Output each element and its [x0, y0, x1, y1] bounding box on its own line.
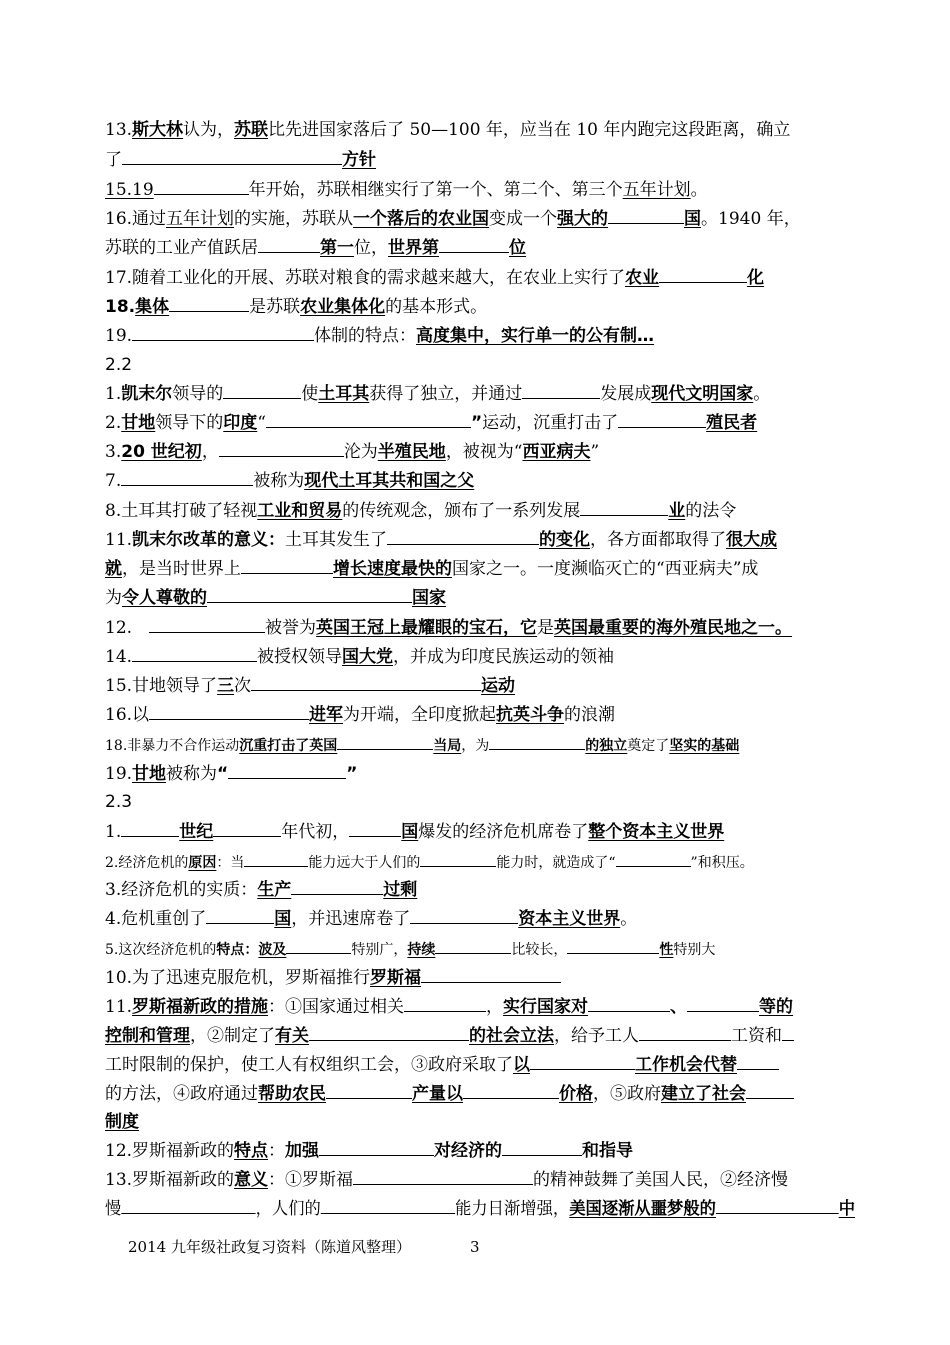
line-text: 的基本形式。 — [385, 297, 488, 317]
line-text: 7. — [105, 471, 122, 491]
fill-in-blank — [522, 380, 600, 399]
fill-in-blank — [291, 876, 383, 895]
key-term: 半殖民地 — [377, 442, 446, 462]
line-text: 。 — [753, 384, 771, 404]
text-line — [105, 672, 855, 699]
line-text: 运动，沉重打击了 — [482, 413, 619, 433]
fill-in-blank — [319, 1137, 434, 1156]
text-line — [105, 234, 855, 261]
key-term: 英国王冠上最耀眼的宝石，它 — [316, 618, 538, 638]
fill-in-blank — [737, 1051, 779, 1070]
key-term: “ — [217, 764, 229, 784]
line-text: 爆发的经济危机席卷了 — [418, 822, 589, 842]
fill-in-blank — [387, 526, 539, 545]
key-term: 美国逐渐从噩梦般的 — [569, 1199, 716, 1219]
line-text: ，是当时世界上 — [122, 559, 241, 579]
line-text: 19. — [105, 764, 133, 784]
text-line — [105, 1109, 855, 1135]
key-term: 制度 — [105, 1112, 139, 1132]
fill-in-blank — [132, 643, 257, 662]
line-text: 2. — [105, 413, 122, 433]
line-text: 1. — [105, 384, 122, 404]
text-line — [105, 264, 855, 291]
fill-in-blank — [228, 760, 346, 779]
line-text: ， — [201, 442, 219, 462]
line-text: 获得了独立，并通过 — [369, 384, 523, 404]
text-line — [105, 643, 855, 670]
line-text: 年开始，苏联相继实行了第一个、第二个、第三个 — [248, 180, 623, 200]
key-term: 国 — [401, 822, 419, 842]
line-text: 是 — [537, 618, 555, 638]
line-text: 慢 — [105, 1199, 122, 1219]
key-term: 以 — [513, 1055, 530, 1075]
line-text: 4.危机重创了 — [105, 909, 207, 929]
fill-in-blank — [616, 848, 691, 867]
key-term: 运动 — [481, 676, 516, 696]
line-text: 发展成 — [600, 384, 652, 404]
line-text: ，⑤政府 — [593, 1084, 661, 1104]
line-text: 3.经济危机的实质： — [105, 880, 258, 900]
key-term: 凯末尔改革的意义： — [132, 530, 286, 550]
fill-in-blank — [326, 1080, 412, 1099]
key-term: 农业 — [625, 268, 660, 288]
line-text: 3. — [105, 442, 122, 462]
key-term: 国 — [274, 909, 292, 929]
text-line — [105, 1080, 855, 1107]
key-term: 现代土耳其共和国之父 — [304, 471, 475, 491]
key-term: 苏联 — [234, 120, 269, 140]
key-term: 工业和贸易 — [257, 501, 343, 521]
key-term: 三 — [217, 676, 235, 696]
key-term: 和指导 — [582, 1141, 634, 1161]
fill-in-blank — [353, 1166, 533, 1185]
key-term: 对经济的 — [434, 1141, 503, 1161]
line-text: 是苏联 — [249, 297, 301, 317]
line-text: 的传统观念，颁布了一系列发展 — [342, 501, 581, 521]
text-line — [105, 467, 855, 494]
key-term: 西亚病夫 — [522, 442, 591, 462]
fill-in-blank — [206, 905, 274, 924]
line-text: 认为， — [183, 120, 235, 140]
line-text: 五年计划 — [166, 209, 235, 229]
fill-in-blank — [580, 497, 668, 516]
key-term: 波及 — [258, 942, 287, 958]
key-term: 高度集中，实行单一的公有制… — [416, 326, 655, 346]
fill-in-blank — [121, 1195, 255, 1214]
line-text: 体制的特点： — [314, 326, 417, 346]
key-term: 世纪 — [179, 822, 214, 842]
fill-in-blank — [659, 264, 747, 283]
fill-in-blank — [420, 848, 496, 867]
line-text: 11. — [105, 997, 133, 1017]
line-text: 2.3 — [105, 792, 133, 812]
key-term: 帮助农民 — [258, 1084, 326, 1104]
fill-in-blank — [608, 205, 684, 224]
text-line — [105, 848, 855, 876]
key-term: 增长速度最快的 — [333, 559, 452, 579]
text-line — [105, 293, 855, 320]
key-term: 特点 — [234, 1141, 269, 1161]
fill-in-blank — [489, 731, 585, 750]
key-term: 斯大林 — [132, 120, 184, 140]
fill-in-blank — [404, 993, 486, 1012]
key-term: 沉重打击了英国 — [239, 738, 338, 754]
text-line — [105, 380, 855, 407]
key-term: 强大的 — [557, 209, 609, 229]
line-text: 沦为 — [343, 442, 378, 462]
key-term: 18. — [105, 297, 136, 317]
key-term: 价格 — [559, 1084, 593, 1104]
text-line — [105, 176, 855, 203]
text-line — [105, 614, 855, 641]
line-text: 13.罗斯福新政的 — [105, 1170, 235, 1190]
text-line — [105, 1166, 855, 1193]
key-term: 国家 — [412, 588, 446, 608]
key-term: 农业集体化 — [300, 297, 386, 317]
fill-in-blank — [266, 409, 471, 428]
key-term: 就 — [105, 559, 122, 579]
fill-in-blank — [337, 731, 433, 750]
key-term: 坚实的基础 — [669, 738, 740, 754]
text-line — [105, 964, 855, 991]
key-term: 过剩 — [383, 880, 418, 900]
fill-in-blank — [349, 818, 401, 837]
line-text: 。 — [690, 180, 708, 200]
text-line — [105, 760, 855, 787]
line-text: 11. — [105, 530, 133, 550]
line-text: 苏联的工业产值跃居 — [105, 238, 258, 258]
line-text: 12. — [105, 618, 150, 638]
key-term: 、 — [670, 997, 688, 1017]
fill-in-blank — [502, 1137, 582, 1156]
line-text: ，各方面都取得了 — [590, 530, 727, 550]
key-term: 原因 — [188, 855, 217, 871]
line-text: ，并成为印度民族运动的领袖 — [393, 647, 615, 667]
line-text: 12.罗斯福新政的 — [105, 1141, 235, 1161]
fill-in-blank — [435, 935, 511, 954]
line-text: ：①罗斯福 — [268, 1170, 354, 1190]
key-term: 殖民者 — [706, 413, 758, 433]
line-text: 。1940 年， — [701, 209, 801, 229]
line-text: ：当 — [216, 855, 245, 871]
key-term: 的变化 — [539, 530, 591, 550]
text-line — [105, 584, 855, 611]
text-line — [105, 322, 855, 349]
line-text: 被称为 — [166, 764, 218, 784]
line-text: 领导的 — [172, 384, 224, 404]
key-term: 实行国家对 — [503, 997, 589, 1017]
line-text: 被授权领导 — [257, 647, 343, 667]
line-text: 。 — [620, 909, 638, 929]
key-term: 进军 — [309, 705, 344, 725]
fill-in-blank — [121, 467, 253, 486]
key-term: 产量以 — [412, 1084, 463, 1104]
key-term: 性 — [659, 942, 674, 958]
line-text: 2.经济危机的 — [105, 855, 189, 871]
text-line — [105, 438, 855, 465]
line-text: 土耳其发生了 — [285, 530, 388, 550]
key-term: 加强 — [285, 1141, 320, 1161]
fill-in-blank — [154, 176, 249, 195]
line-text: 能力远大于人们的 — [308, 855, 421, 871]
fill-in-blank — [439, 234, 509, 253]
key-term: 凯末尔 — [121, 384, 173, 404]
line-text: 10.为了迅速克服危机，罗斯福推行 — [105, 968, 371, 988]
line-text: 的实施，苏联从 — [234, 209, 354, 229]
key-term: 国大党 — [342, 647, 394, 667]
text-line — [105, 117, 855, 143]
fill-in-blank — [169, 293, 249, 312]
key-term: 土耳其 — [318, 384, 370, 404]
line-text: 16.以 — [105, 705, 150, 725]
key-term: 第一 — [320, 238, 354, 258]
line-text: 国家之一。一度濒临灭亡的“西亚病夫”成 — [452, 559, 759, 579]
line-text: 19. — [105, 326, 133, 346]
key-term: 集体 — [135, 297, 170, 317]
key-term: ” — [470, 413, 483, 433]
fill-in-blank — [149, 701, 309, 720]
fill-in-blank — [258, 234, 320, 253]
key-term: 整个资本主义世界 — [588, 822, 725, 842]
line-text: 5.这次经济危机的 — [105, 942, 217, 958]
key-term: 现代文明国家 — [651, 384, 754, 404]
key-term: 抗英斗争 — [496, 705, 565, 725]
fill-in-blank — [782, 1022, 794, 1041]
text-line — [105, 555, 855, 582]
line-text: 2.2 — [105, 355, 133, 375]
fill-in-blank — [716, 1195, 839, 1214]
text-line — [105, 352, 855, 378]
key-term: 位 — [509, 238, 526, 258]
line-text: 13. — [105, 120, 133, 140]
text-line — [105, 1137, 855, 1164]
key-term: 控制和管理 — [105, 1026, 190, 1046]
text-line — [105, 205, 855, 232]
line-text: ，给予工人 — [554, 1026, 639, 1046]
fill-in-blank — [618, 409, 706, 428]
line-text: ”和积压。 — [690, 855, 754, 871]
key-term: 当局 — [433, 738, 462, 754]
key-term: 持续 — [407, 942, 436, 958]
key-term: 甘地 — [132, 764, 167, 784]
key-term: 甘地 — [121, 413, 156, 433]
line-text: ，被视为“ — [445, 442, 523, 462]
fill-in-blank — [244, 848, 308, 867]
text-line — [105, 731, 855, 759]
key-term: 印度 — [223, 413, 258, 433]
key-term: 有关 — [275, 1026, 309, 1046]
text-line — [105, 409, 855, 436]
text-line — [105, 146, 855, 173]
line-text: 领导下的 — [155, 413, 224, 433]
line-text: ，②制定了 — [190, 1026, 275, 1046]
text-line — [105, 789, 855, 815]
line-text: 被誉为 — [265, 618, 317, 638]
fill-in-blank — [121, 818, 179, 837]
line-text: ： — [268, 1141, 286, 1161]
line-text: 年代初， — [281, 822, 350, 842]
line-text: 奠定了 — [627, 738, 670, 754]
line-text: 特别广， — [351, 942, 408, 958]
fill-in-blank — [639, 1022, 731, 1041]
line-text: 为开端，全印度掀起 — [343, 705, 497, 725]
fill-in-blank — [213, 818, 281, 837]
line-text: 比先进国家落后了 50—100 年，应当在 10 年内跑完这段距离，确立 — [268, 120, 791, 140]
key-term: 中 — [838, 1199, 856, 1219]
fill-in-blank — [410, 905, 518, 924]
line-text: 工时限制的保护，使工人有权组织工会，③政府采取了 — [105, 1055, 513, 1075]
key-term: 化 — [747, 268, 765, 288]
fill-in-blank — [567, 935, 659, 954]
key-term: 生产 — [257, 880, 292, 900]
line-text: 1. — [105, 822, 122, 842]
line-text: 16.通过 — [105, 209, 167, 229]
fill-in-blank — [588, 993, 670, 1012]
key-term: 世界第 — [388, 238, 439, 258]
line-text: 为 — [105, 588, 122, 608]
fill-in-blank — [309, 1022, 469, 1041]
line-text: 的精神鼓舞了美国人民，②经济慢 — [533, 1170, 789, 1190]
line-text: 五年计划 — [622, 180, 691, 200]
line-text: 特别大 — [673, 942, 716, 958]
line-text: “ — [257, 413, 266, 433]
fill-in-blank — [687, 993, 759, 1012]
line-text: 15.甘地领导了 — [105, 676, 218, 696]
key-term: 意义 — [234, 1170, 269, 1190]
key-term: 建立了社会 — [661, 1084, 746, 1104]
key-term: 国 — [684, 209, 702, 229]
line-text: ，为 — [461, 738, 490, 754]
fill-in-blank — [207, 584, 412, 603]
key-term: 方针 — [342, 150, 376, 170]
fill-in-blank — [530, 1051, 635, 1070]
text-line — [105, 1195, 856, 1222]
line-text: 变成一个 — [489, 209, 558, 229]
key-term: ” — [346, 764, 358, 784]
key-term: 资本主义世界 — [518, 909, 621, 929]
line-text: 14. — [105, 647, 133, 667]
line-text: 能力时，就造成了“ — [496, 855, 616, 871]
key-term: 等的 — [759, 997, 794, 1017]
key-term: 一个落后的农业国 — [353, 209, 490, 229]
text-line — [105, 701, 855, 728]
line-text: ，人们的 — [255, 1199, 321, 1219]
line-text: 的法令 — [685, 501, 737, 521]
key-term: 工作机会代替 — [635, 1055, 737, 1075]
text-line — [105, 935, 855, 963]
key-term: 英国最重要的海外殖民地之一。 — [554, 618, 793, 638]
line-text: 使 — [301, 384, 319, 404]
line-text: 被称为 — [253, 471, 305, 491]
page-number: 3 — [470, 1238, 480, 1256]
key-term: 罗斯福 — [370, 968, 422, 988]
text-line — [105, 1022, 855, 1049]
line-text: ：①国家通过相关 — [268, 997, 405, 1017]
line-text: 次 — [234, 676, 252, 696]
line-text: 的方法，④政府通过 — [105, 1084, 258, 1104]
line-text: ， — [486, 997, 504, 1017]
fill-in-blank — [746, 1080, 794, 1099]
fill-in-blank — [219, 438, 344, 457]
text-line — [105, 876, 855, 903]
key-term: 业 — [668, 501, 686, 521]
line-text: 能力日渐增强， — [455, 1199, 570, 1219]
line-text: 17.随着工业化的开展、苏联对粮食的需求越来越大，在农业上实行了 — [105, 268, 626, 288]
key-term: 的社会立法 — [469, 1026, 554, 1046]
fill-in-blank — [251, 672, 481, 691]
line-text: 8.土耳其打破了轻视 — [105, 501, 258, 521]
footer-title: 2014 九年级社政复习资料（陈道风整理） — [128, 1238, 411, 1256]
line-text: ，并迅速席卷了 — [291, 909, 411, 929]
text-line — [105, 526, 855, 553]
fill-in-blank — [241, 555, 333, 574]
text-line — [105, 905, 855, 932]
text-line — [105, 993, 855, 1020]
fill-in-blank — [149, 614, 265, 633]
line-text: 位， — [354, 238, 388, 258]
text-line — [105, 1051, 855, 1078]
line-text: 工资和 — [731, 1026, 782, 1046]
key-term: 令人尊敬的 — [122, 588, 207, 608]
line-text: 比较长， — [511, 942, 568, 958]
fill-in-blank — [286, 935, 351, 954]
fill-in-blank — [223, 380, 301, 399]
key-term: 的独立 — [585, 738, 628, 754]
fill-in-blank — [122, 146, 342, 165]
key-term: 20 世纪初 — [121, 442, 202, 462]
fill-in-blank — [132, 322, 314, 341]
line-text: 的浪潮 — [564, 705, 616, 725]
fill-in-blank — [463, 1080, 559, 1099]
text-line — [105, 497, 855, 524]
key-term: 特点： — [216, 942, 259, 958]
line-text: 了 — [105, 150, 122, 170]
line-text: ” — [590, 442, 600, 462]
text-line — [105, 818, 855, 845]
fill-in-blank — [321, 1195, 455, 1214]
line-text: 18.非暴力不合作运动 — [105, 738, 240, 754]
key-term: 罗斯福新政的措施 — [132, 997, 269, 1017]
fill-in-blank — [421, 964, 561, 983]
key-term: 很大成 — [726, 530, 778, 550]
line-text: 15.19 — [105, 180, 154, 200]
